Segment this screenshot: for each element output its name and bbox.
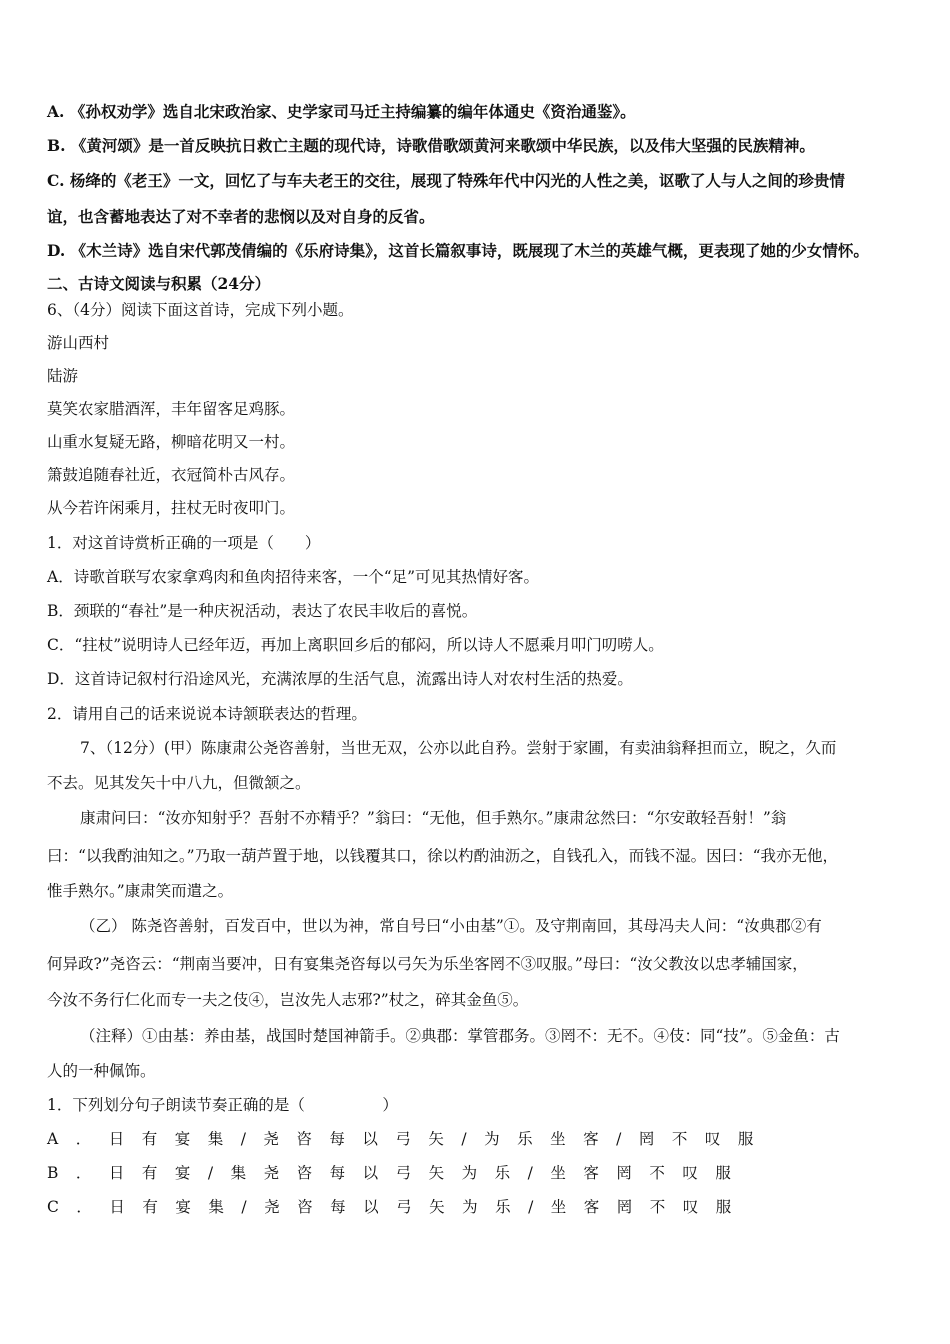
poem-line: 山重水复疑无路，柳暗花明又一村。 — [47, 433, 296, 451]
poem-title: 游山西村 — [47, 334, 110, 352]
section-heading: 二、古诗文阅读与积累（24分） — [47, 274, 271, 293]
q6-sub1-option-a: A．诗歌首联写农家拿鸡肉和鱼肉招待来客，一个“足”可见其热情好客。 — [47, 568, 540, 586]
poem-author: 陆游 — [47, 367, 79, 385]
q6-sub2: 2．请用自己的话来说说本诗颔联表达的哲理。 — [47, 705, 367, 723]
option-c-prev-line1: C. 杨绛的《老王》一文，回忆了与车夫老王的交往，展现了特殊年代中闪光的人性之美，讴歌了人与人之间的珍贵情 — [47, 171, 845, 190]
poem-line: 从今若许闲乘月，拄杖无时夜叩门。 — [47, 499, 296, 517]
poem-line: 箫鼓追随春社近，衣冠简朴古风存。 — [47, 466, 296, 484]
q7-sub1: 1．下列划分句子朗读节奏正确的是（ ） — [47, 1096, 398, 1114]
q6-sub1-option-b: B．颈联的“春社”是一种庆祝活动，表达了农民丰收后的喜悦。 — [47, 602, 478, 620]
option-a-prev: A. 《孙权劝学》选自北宋政治家、史学家司马迁主持编纂的编年体通史《资治通鉴》。 — [47, 102, 636, 121]
q7-sub1-option-b: B．日有宴/集尧咨每以弓矢为乐/坐客罔不叹服 — [47, 1164, 749, 1182]
option-c-prev-line2: 谊，也含蓄地表达了对不幸者的悲悯以及对自身的反省。 — [47, 207, 435, 226]
q7-sub1-option-a: A．日有宴集/尧咨每以弓矢/为乐坐客/罔不叹服 — [47, 1130, 771, 1148]
q6-sub1: 1．对这首诗赏析正确的一项是（ ） — [47, 534, 321, 552]
option-d-prev: D. 《木兰诗》选自宋代郭茂倩编的《乐府诗集》，这首长篇叙事诗，既展现了木兰的英雄气概，更表现了她的少女情怀。 — [47, 241, 869, 260]
q7-notes-line2: 人的一种佩饰。 — [47, 1062, 156, 1080]
q7-passage-jia-line4: 曰：“以我酌油知之。”乃取一葫芦置于地，以钱覆其口，徐以杓酌油沥之，自钱孔入，而钱不湿。因曰：“我亦无他， — [47, 847, 839, 865]
q7-sub1-option-c: C．日有宴集/尧咨每以弓矢为乐/坐客罔不叹服 — [47, 1198, 749, 1216]
q6-sub1-option-c: C．“拄杖”说明诗人已经年迈，再加上离职回乡后的郁闷，所以诗人不愿乘月叩门叨唠人。 — [47, 636, 664, 654]
q6-sub1-option-d: D．这首诗记叙村行沿途风光，充满浓厚的生活气息，流露出诗人对农村生活的热爱。 — [47, 670, 633, 688]
q7-passage-jia-line5: 惟手熟尔。”康肃笑而遣之。 — [47, 882, 234, 900]
option-b-prev: B. 《黄河颂》是一首反映抗日救亡主题的现代诗，诗歌借歌颂黄河来歌颂中华民族，以及伟大坚强的民族精神。 — [47, 136, 815, 155]
q7-passage-yi-line1: （乙） 陈尧咨善射，百发百中，世以为神，常自号曰“小由基”①。及守荆南回，其母冯夫人问：“汝典郡②有 — [80, 917, 822, 935]
poem-line: 莫笑农家腊酒浑，丰年留客足鸡豚。 — [47, 400, 296, 418]
q6-prompt: 6、（4分）阅读下面这首诗，完成下列小题。 — [47, 301, 354, 319]
q7-passage-yi-line2: 何异政?”尧咨云：“荆南当要冲，日有宴集尧咨每以弓矢为乐坐客罔不③叹服。”母曰：“汝父教汝以忠孝辅国家， — [47, 955, 808, 973]
q7-passage-jia-line2: 不去。见其发矢十中八九，但微颔之。 — [47, 774, 311, 792]
q7-passage-jia-line3: 康肃问曰：“汝亦知射乎？吾射不亦精乎？”翁曰：“无他，但手熟尔。”康肃忿然曰：“尔安敢轻吾射！”翁 — [80, 809, 787, 827]
q7-notes-line1: （注释）①由基：养由基，战国时楚国神箭手。②典郡：掌管郡务。③罔不：无不。④伎：同“技”。⑤金鱼：古 — [80, 1027, 840, 1045]
q7-passage-yi-line3: 今汝不务行仁化而专一夫之伎④，岂汝先人志邪?”杖之，碎其金鱼⑤。 — [47, 991, 529, 1009]
q7-passage-jia-line1: 7、（12分）(甲）陈康肃公尧咨善射，当世无双，公亦以此自矜。尝射于家圃，有卖油翁释担而立，睨之，久而 — [80, 739, 837, 757]
